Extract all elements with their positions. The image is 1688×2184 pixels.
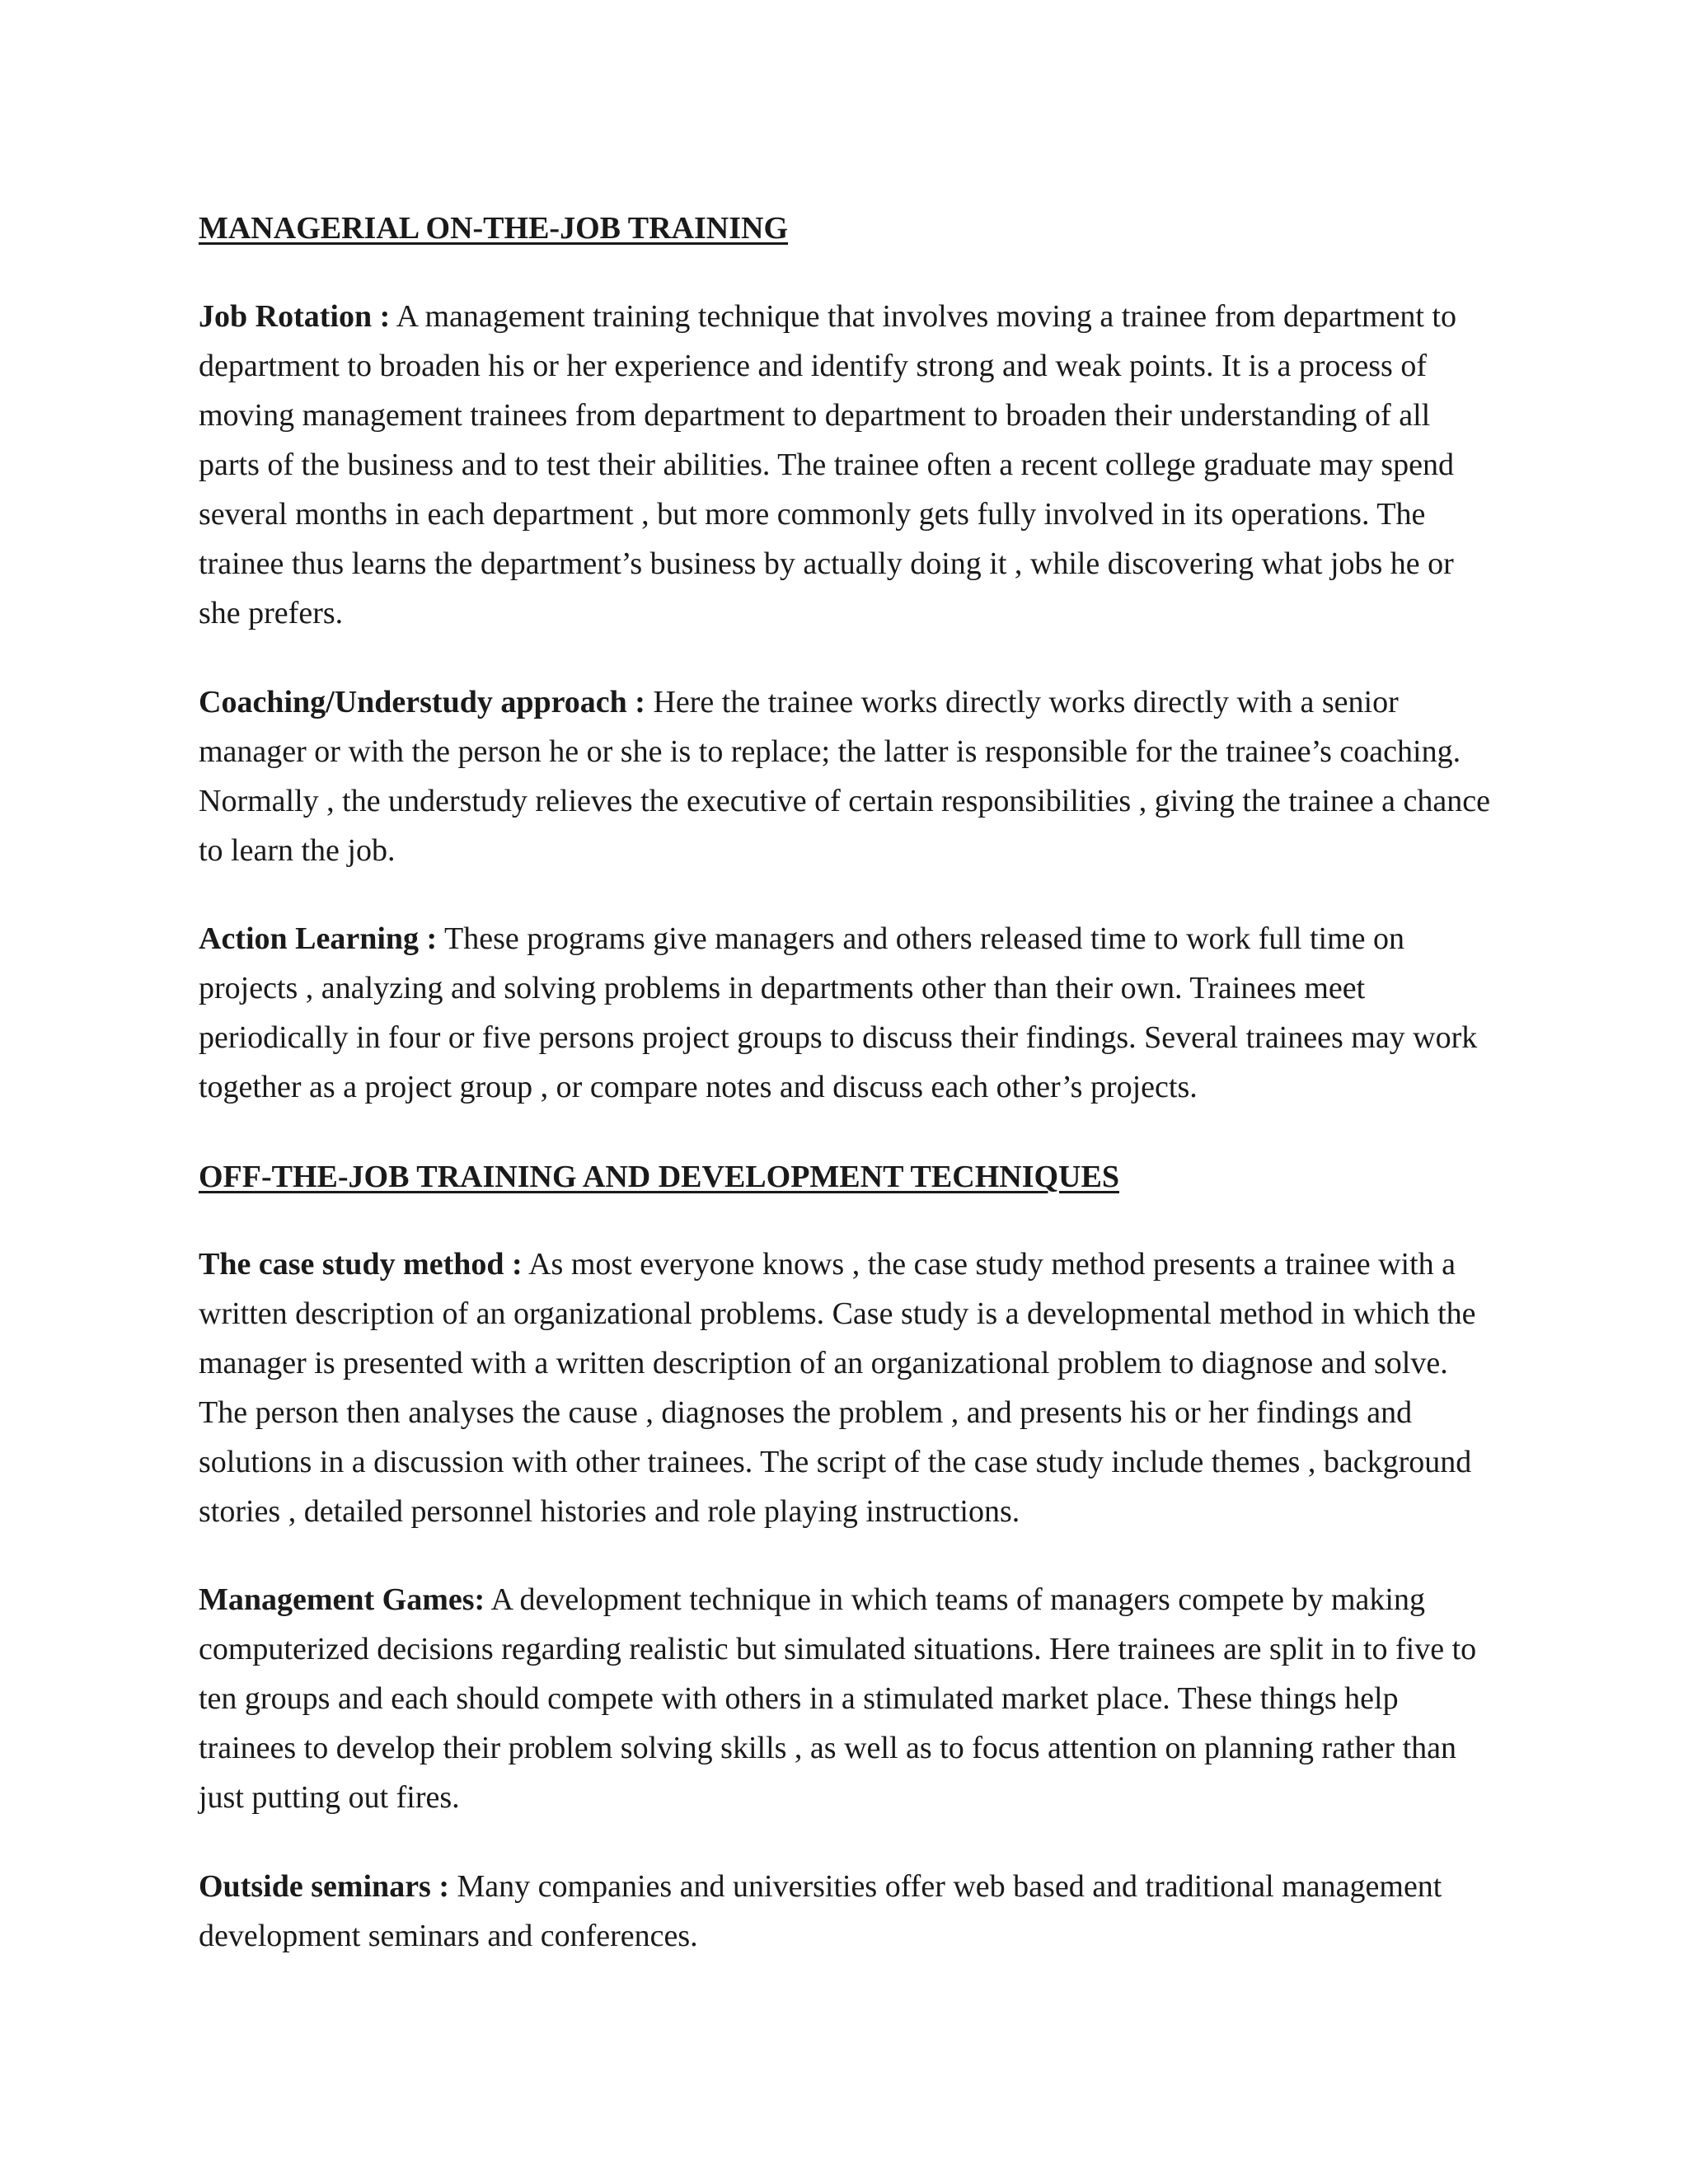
paragraph-case-study <box>199 1240 1493 1536</box>
paragraph-management-games <box>199 1575 1493 1822</box>
term-management-games: Management Games: <box>199 1582 485 1617</box>
term-coaching: Coaching/Understudy approach : <box>199 685 645 719</box>
paragraph-text: As most everyone knows , the case study method presents a trainee with a written description of an organizational problems. Case study is a developmental method in which the manager is presented with a written description of an organizational problem to diagnose and solve. The person then analyses the cause , diagnoses the problem , and presents his or her findings and solutions in a discussion with other trainees. The script of the case study include themes , background stories , detailed personnel histories and role playing instructions. <box>199 1247 1476 1529</box>
term-action-learning: Action Learning : <box>199 921 438 956</box>
paragraph-text: A management training technique that involves moving a trainee from department to department to broaden his or her experience and identify strong and weak points. It is a process of moving management trainees from department to department to broaden their understanding of all parts of the business and to test their abilities. The trainee often a recent college graduate may spend several months in each department , but more commonly gets fully involved in its operations. The trainee thus learns the department’s business by actually doing it , while discovering what jobs he or she prefers. <box>199 299 1456 630</box>
section-heading-off-the-job: OFF-THE-JOB TRAINING AND DEVELOPMENT TECHNIQUES <box>199 1160 1119 1194</box>
paragraph-text: A development technique in which teams of managers compete by making computerized decisions regarding realistic but simulated situations. Here trainees are split in to five to ten groups and each should compete with others in a stimulated market place. These things help trainees to develop their problem solving skills , as well as to focus attention on planning rather than just putting out fires. <box>199 1582 1477 1815</box>
paragraph-action-learning <box>199 914 1493 1112</box>
term-case-study: The case study method : <box>199 1247 523 1282</box>
term-job-rotation: Job Rotation : <box>199 299 391 334</box>
paragraph-text: Many companies and universities offer web based and traditional management development seminars and conferences. <box>199 1869 1442 1953</box>
paragraph-job-rotation <box>199 292 1493 638</box>
section-heading-on-the-job: MANAGERIAL ON-THE-JOB TRAINING <box>199 211 789 246</box>
paragraph-coaching <box>199 677 1493 875</box>
paragraph-text: Here the trainee works directly works directly with a senior manager or with the person he or she is to replace; the latter is responsible for the trainee’s coaching. Normally , the understudy relieves the executive of certain responsibilities , giving the trainee a chance to learn the job. <box>199 685 1490 868</box>
paragraph-text: These programs give managers and others released time to work full time on projects , analyzing and solving problems in departments other than their own. Trainees meet periodically in four or five persons project groups to discuss their findings. Several trainees may work together as a project group , or compare notes and discuss each other’s projects. <box>199 921 1478 1104</box>
paragraph-outside-seminars <box>199 1862 1493 1961</box>
term-outside-seminars: Outside seminars : <box>199 1869 449 1904</box>
